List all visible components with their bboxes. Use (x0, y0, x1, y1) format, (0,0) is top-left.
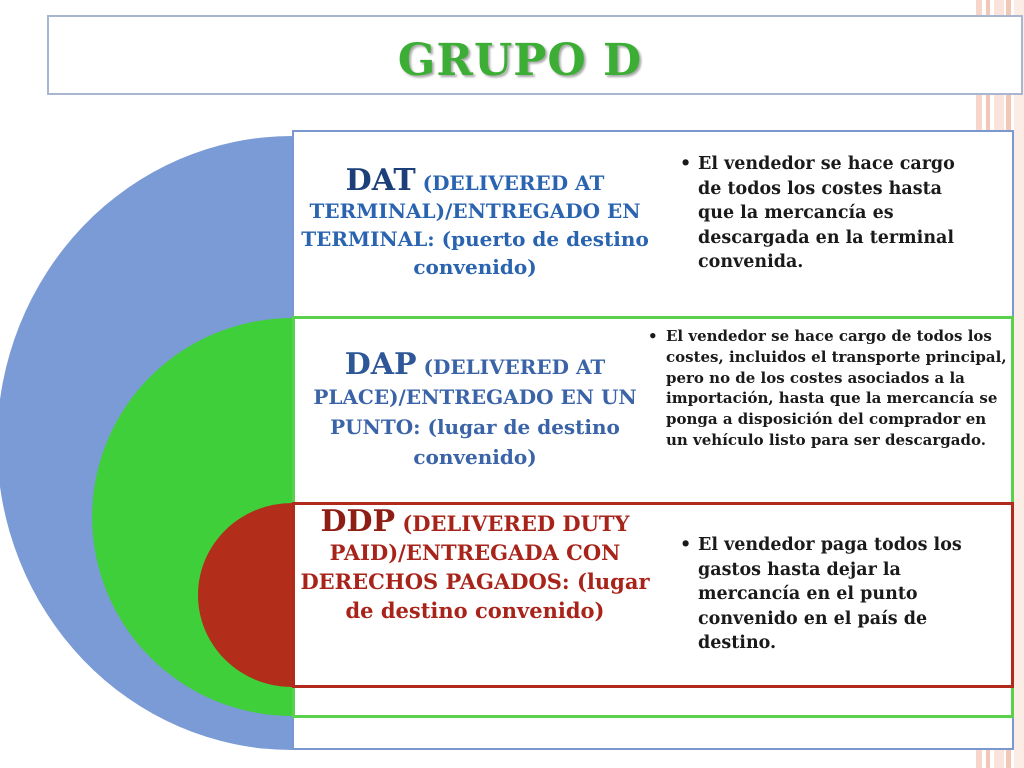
dap-detail (646, 326, 1008, 451)
ddp-detail (676, 533, 996, 656)
dap-label (300, 347, 650, 473)
bullet-icon: • (680, 535, 692, 555)
page-title: GRUPO D (397, 35, 643, 86)
dat-description: (DELIVERED AT TERMINAL)/ENTREGADO EN TERMINAL: (puerto de destino convenido) (301, 171, 649, 279)
ddp-detail-text: El vendedor paga todos los gastos hasta dejar la mercancía en el punto convenido en el país de destino. (698, 535, 962, 653)
dat-detail-text: El vendedor se hace cargo de todos los costes hasta que la mercancía es descargada en la terminal convenida. (698, 154, 955, 272)
bullet-icon: • (680, 154, 692, 174)
ddp-description: (DELIVERED DUTY PAID)/ENTREGADA CON DERECHOS PAGADOS: (lugar de destino convenido) (300, 511, 650, 623)
dat-detail (676, 152, 976, 275)
ddp-label (300, 504, 650, 626)
dap-detail-text: El vendedor se hace cargo de todos los costes, incluidos el transporte principal, pero no de los costes asociados a la importación, hasta que la mercancía se ponga a disposición del comprador en un vehículo listo para ser descargado. (666, 327, 1007, 449)
ddp-code: DDP (320, 504, 396, 539)
dap-code: DAP (344, 347, 417, 382)
dap-description: (DELIVERED AT PLACE)/ENTREGADO EN UN PUNTO: (lugar de destino convenido) (313, 355, 637, 469)
dat-label (300, 163, 650, 282)
dat-code: DAT (345, 163, 416, 198)
bullet-icon: • (648, 327, 658, 345)
